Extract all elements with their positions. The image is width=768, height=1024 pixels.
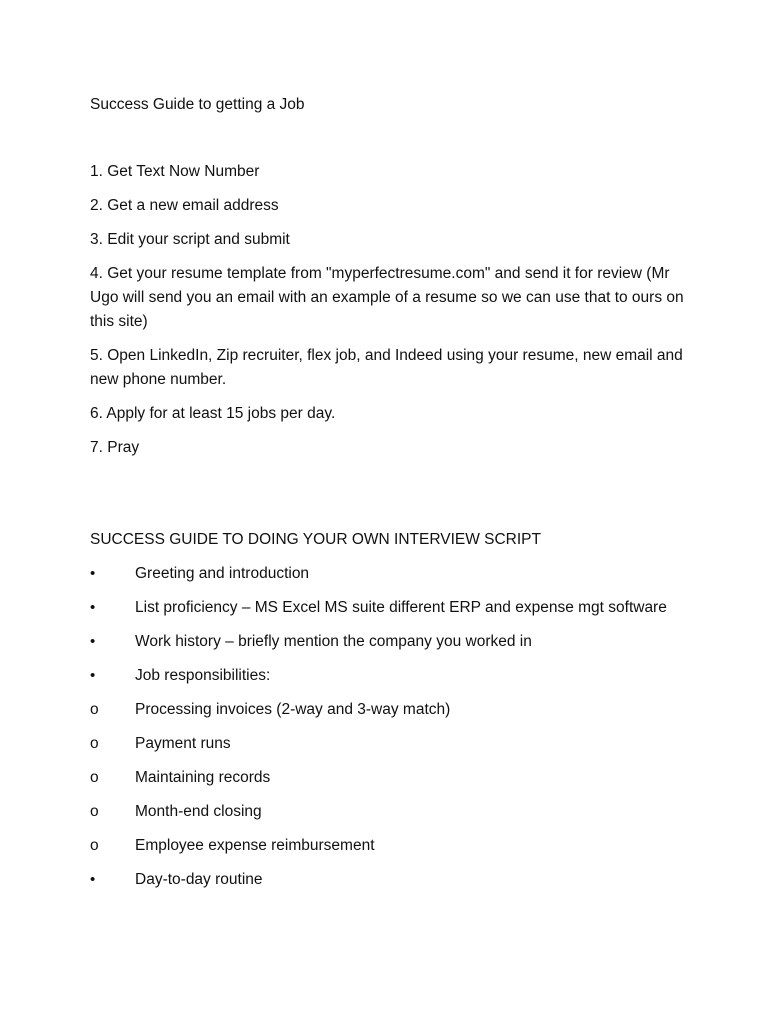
step-item: 7. Pray (90, 439, 140, 456)
bullet-marker: • (90, 633, 96, 650)
step-item: 5. Open LinkedIn, Zip recruiter, flex job, and Indeed using your resume, new email and new phone number. (90, 347, 683, 388)
sub-bullet-marker: o (90, 837, 99, 854)
sub-list-item (90, 800, 690, 824)
step-item: 1. Get Text Now Number (90, 163, 260, 180)
bullet-marker: • (90, 667, 96, 684)
sub-list-item (90, 732, 690, 756)
bullet-marker: • (90, 565, 96, 582)
list-item-text: Employee expense reimbursement (135, 837, 375, 854)
list-item (90, 596, 690, 620)
sub-list-item (90, 698, 690, 722)
list-item-text: Work history – briefly mention the company you worked in (135, 633, 532, 650)
document-body (90, 93, 690, 902)
list-item-text: Greeting and introduction (135, 565, 310, 582)
list-item-text: Month-end closing (135, 803, 262, 820)
document-title: Success Guide to getting a Job (90, 96, 305, 113)
list-item (90, 664, 690, 688)
list-item-text: Day-to-day routine (135, 871, 263, 888)
sub-bullet-marker: o (90, 769, 99, 786)
sub-list-item (90, 766, 690, 790)
sub-bullet-marker: o (90, 735, 99, 752)
step-item: 6. Apply for at least 15 jobs per day. (90, 405, 336, 422)
bullet-marker: • (90, 599, 96, 616)
interview-items-list (90, 562, 690, 892)
list-item-text: Payment runs (135, 735, 231, 752)
step-item: 2. Get a new email address (90, 197, 279, 214)
list-item-text: List proficiency – MS Excel MS suite different ERP and expense mgt software (135, 599, 667, 616)
list-item (90, 562, 690, 586)
list-item (90, 630, 690, 654)
interview-script-heading: SUCCESS GUIDE TO DOING YOUR OWN INTERVIEW SCRIPT (90, 531, 541, 548)
list-item-text: Processing invoices (2-way and 3-way match) (135, 701, 451, 718)
sub-list-item (90, 834, 690, 858)
bullet-marker: • (90, 871, 96, 888)
step-item: 3. Edit your script and submit (90, 231, 290, 248)
list-item (90, 868, 690, 892)
step-item: 4. Get your resume template from "myperfectresume.com" and send it for review (Mr Ugo will send you an email with an example of a resume so we can use that to ours on this site) (90, 265, 684, 330)
list-item-text: Maintaining records (135, 769, 271, 786)
sub-bullet-marker: o (90, 803, 99, 820)
list-item-text: Job responsibilities: (135, 667, 271, 684)
sub-bullet-marker: o (90, 701, 99, 718)
steps-list (90, 160, 690, 460)
